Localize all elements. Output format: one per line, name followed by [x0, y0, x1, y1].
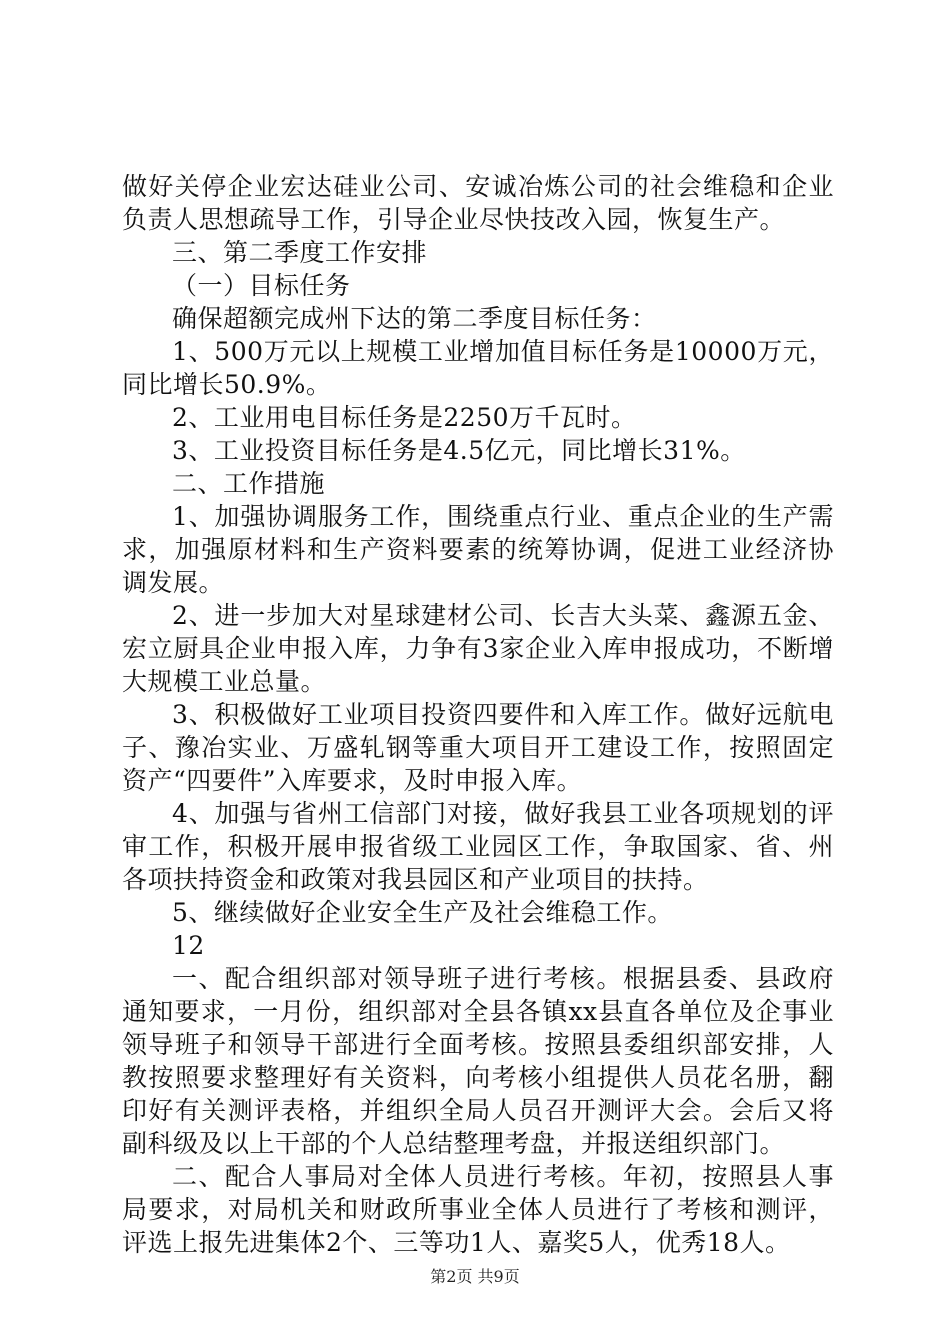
paragraph-11: 3、积极做好工业项目投资四要件和入库工作。做好远航电子、豫冶实业、万盛轧钢等重大项目开工建设工作，按照固定资产“四要件”入库要求，及时申报入库。 [122, 700, 834, 795]
paragraph-2-heading: 三、第二季度工作安排 [172, 238, 428, 267]
paragraph-6: 2、工业用电目标任务是2250万千瓦时。 [172, 403, 637, 432]
paragraph-14: 12 [172, 931, 205, 960]
paragraph-9: 1、加强协调服务工作，围绕重点行业、重点企业的生产需求，加强原材料和生产资料要素的统筹协调，促进工业经济协调发展。 [122, 502, 834, 597]
paragraph-10: 2、进一步加大对星球建材公司、长吉大头菜、鑫源五金、宏立厨具企业申报入库，力争有3家企业入库申报成功，不断增大规模工业总量。 [122, 601, 834, 696]
page-number-label: 第2页 共9页 [430, 1267, 520, 1286]
document-body [122, 170, 834, 1259]
paragraph-5: 1、500万元以上规模工业增加值目标任务是10000万元，同比增长50.9%。 [122, 337, 834, 399]
paragraph-7: 3、工业投资目标任务是4.5亿元，同比增长31%。 [172, 436, 746, 465]
paragraph-3-subheading: （一）目标任务 [172, 271, 351, 300]
paragraph-1: 做好关停企业宏达硅业公司、安诚冶炼公司的社会维稳和企业负责人思想疏导工作，引导企业尽快技改入园，恢复生产。 [122, 172, 834, 234]
paragraph-12: 4、加强与省州工信部门对接，做好我县工业各项规划的评审工作，积极开展申报省级工业园区工作，争取国家、省、州各项扶持资金和政策对我县园区和产业项目的扶持。 [122, 799, 834, 894]
paragraph-16: 二、配合人事局对全体人员进行考核。年初，按照县人事局要求，对局机关和财政所事业全体人员进行了考核和测评，评选上报先进集体2个、三等功1人、嘉奖5人，优秀18人。 [122, 1162, 834, 1257]
page-footer [0, 1264, 950, 1287]
paragraph-15: 一、配合组织部对领导班子进行考核。根据县委、县政府通知要求，一月份，组织部对全县各镇xx县直各单位及企事业领导班子和领导干部进行全面考核。按照县委组织部安排，人教按照要求整理好有关资料，向考核小组提供人员花名册，翻印好有关测评表格，并组织全局人员召开测评大会。会后又将副科级及以上干部的个人总结整理考盘，并报送组织部门。 [122, 964, 834, 1158]
paragraph-8-heading: 二、工作措施 [172, 469, 326, 498]
paragraph-4: 确保超额完成州下达的第二季度目标任务： [172, 304, 657, 333]
paragraph-13: 5、继续做好企业安全生产及社会维稳工作。 [172, 898, 673, 927]
